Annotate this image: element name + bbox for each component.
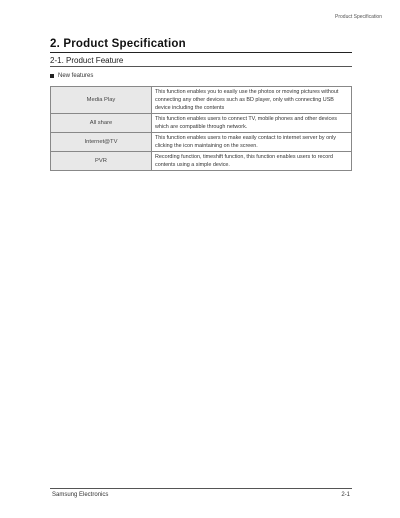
subhead [50,73,93,79]
footer-company: Samsung Electronics [52,492,109,498]
footer-rule [50,488,352,489]
page-number: 2-1 [341,492,350,498]
feature-name: Media Play [51,87,152,114]
feature-name: Internet@TV [51,133,152,152]
feature-description: This function enables users to connect TV, mobile phones and other devices which are compatible through network. [152,114,352,133]
chapter-rule [50,52,352,53]
table-row [51,87,352,114]
feature-table [50,86,352,171]
feature-description: Recording function, timeshift function, this function enables users to record contents using a simple device. [152,152,352,171]
table-row [51,152,352,171]
table-row [51,133,352,152]
section-rule [50,66,352,67]
feature-description: This function enables you to easily use the photos or moving pictures without connecting any other devices such as BD player, only with connecting USB device including the contents [152,87,352,114]
chapter-title: 2. Product Specification [50,38,186,50]
feature-description: This function enables users to make easily contact to internet server by only clicking the icon maintaining on the screen. [152,133,352,152]
bullet-square-icon [50,74,54,78]
feature-name: All share [51,114,152,133]
running-header: Product Specification [335,14,382,20]
feature-name: PVR [51,152,152,171]
section-title: 2-1. Product Feature [50,56,124,65]
subhead-label: New features [58,73,94,79]
table-row [51,114,352,133]
